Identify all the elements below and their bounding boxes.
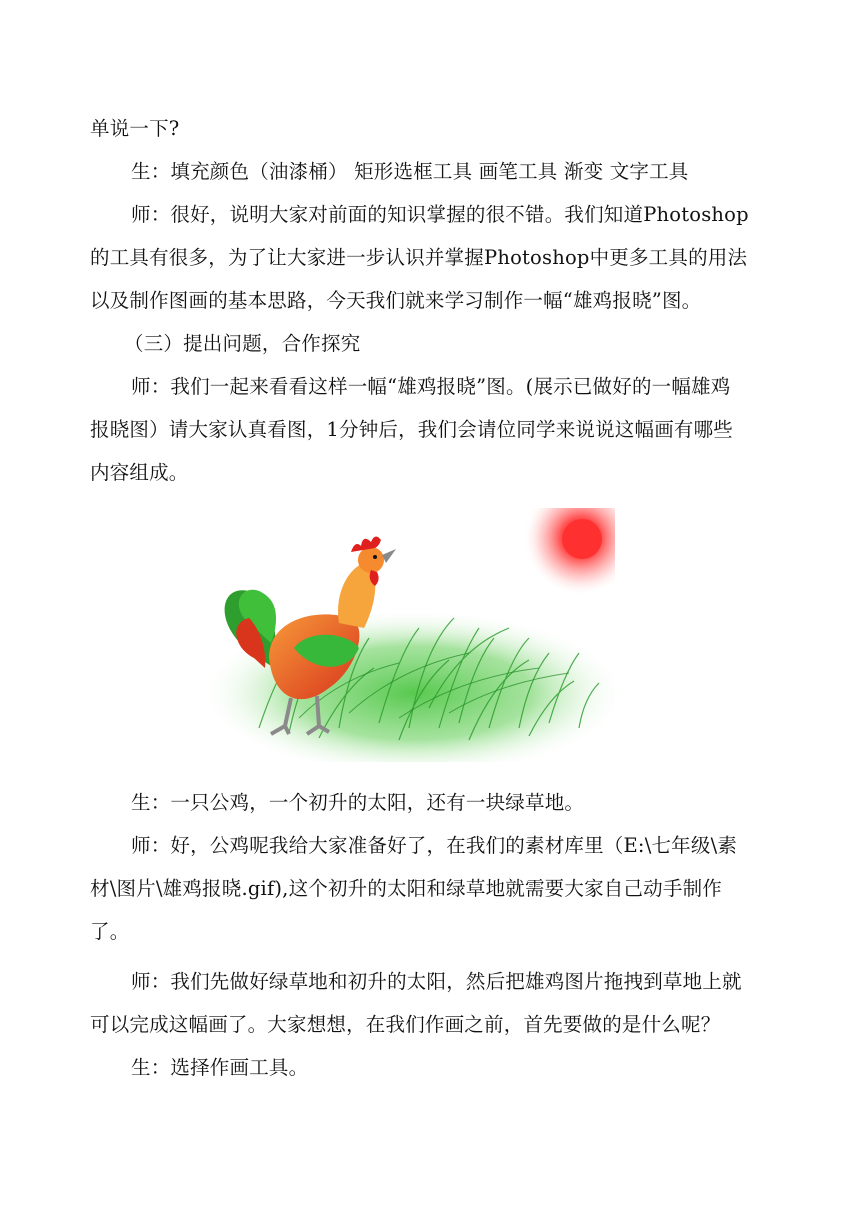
paragraph-line: 可以完成这幅画了。大家想想，在我们作画之前，首先要做的是什么呢？ — [90, 1013, 721, 1036]
paragraph-line: 报晓图）请大家认真看图，1分钟后，我们会请位同学来说说这幅画有哪些 — [90, 418, 734, 441]
paragraph-line: 以及制作图画的基本思路，今天我们就来学习制作一幅“雄鸡报晓”图。 — [90, 289, 702, 312]
paragraph-line: 生：选择作画工具。 — [131, 1056, 309, 1079]
paragraph-line: 的工具有很多，为了让大家进一步认识并掌握Photoshop中更多工具的用法 — [90, 246, 748, 269]
paragraph-line: 材\图片\雄鸡报晓.gif),这个初升的太阳和绿草地就需要大家自己动手制作 — [90, 877, 722, 900]
paragraph-line: 生：填充颜色（油漆桶） 矩形选框工具 画笔工具 渐变 文字工具 — [131, 160, 689, 183]
paragraph-line: 师：我们一起来看看这样一幅“雄鸡报晓”图。(展示已做好的一幅雄鸡 — [131, 375, 731, 398]
paragraph-line: 师：好，公鸡呢我给大家准备好了，在我们的素材库里（E:\七年级\素 — [131, 834, 738, 857]
paragraph-line: 单说一下? — [90, 117, 180, 140]
paragraph-line: 了。 — [90, 920, 130, 943]
paragraph-line: 内容组成。 — [90, 461, 189, 484]
paragraph-line: 师：我们先做好绿草地和初升的太阳，然后把雄鸡图片拖拽到草地上就 — [131, 970, 742, 993]
paragraph-line: 师：很好，说明大家对前面的知识掌握的很不错。我们知道Photoshop — [131, 203, 749, 226]
paragraph-line: 生：一只公鸡，一个初升的太阳，还有一块绿草地。 — [131, 791, 585, 814]
rooster-illustration — [199, 508, 615, 762]
section-heading: （三）提出问题，合作探究 — [124, 332, 361, 355]
